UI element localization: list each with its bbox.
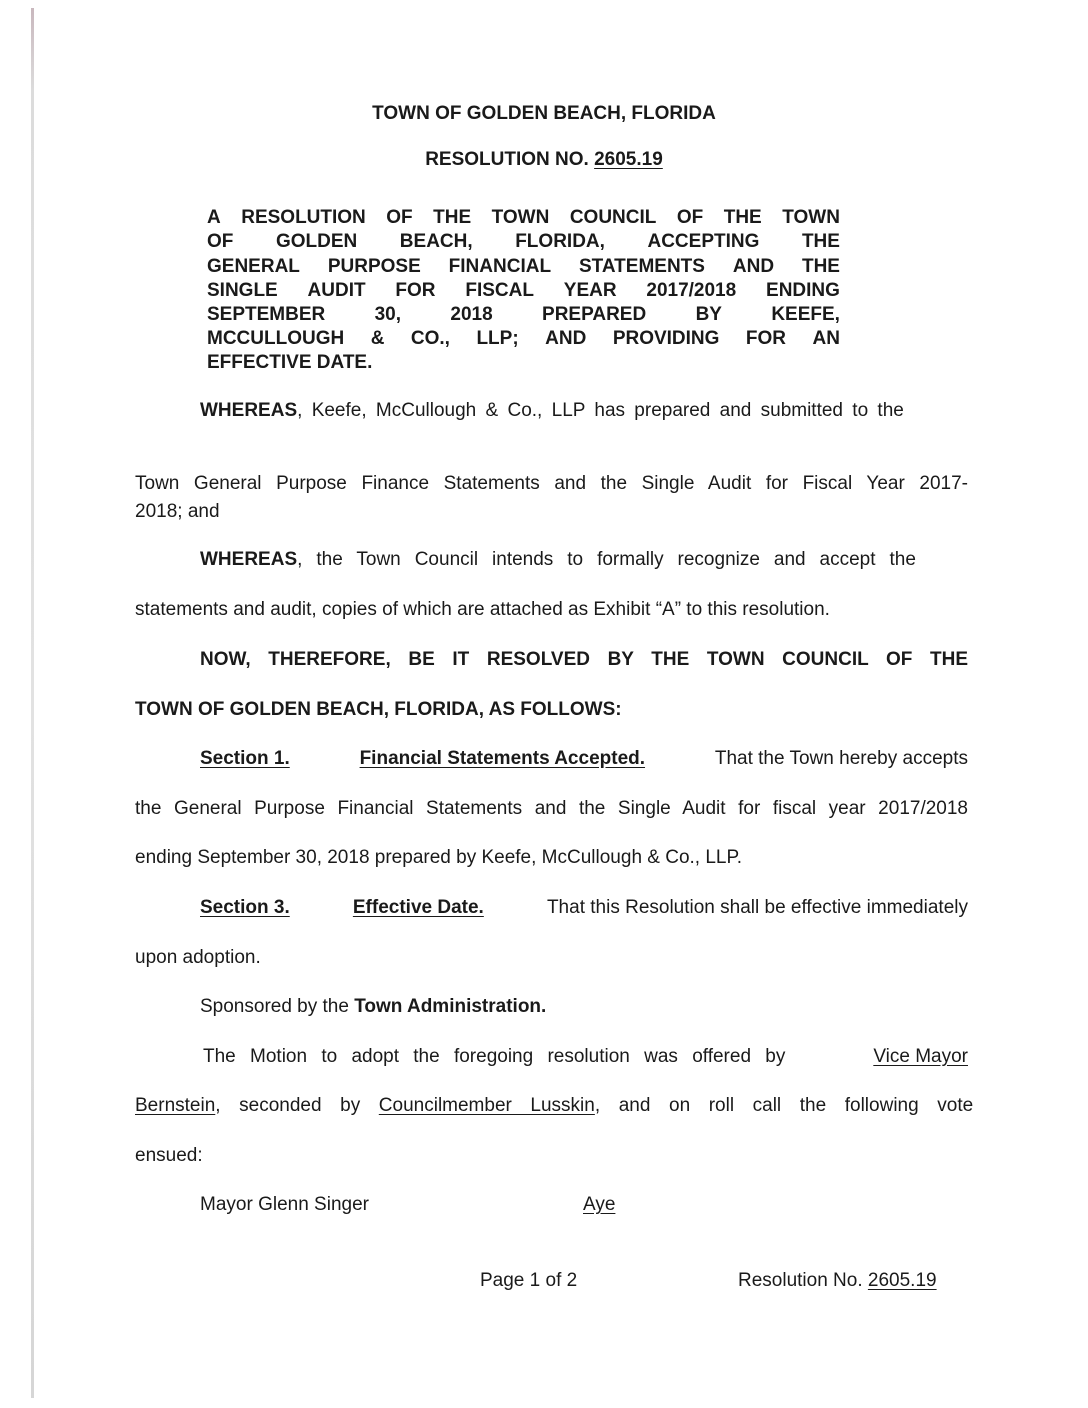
title-word: LLP;	[476, 328, 519, 349]
title-word: A	[207, 207, 221, 228]
section1-number: Section 1.	[200, 748, 290, 769]
motion-seconded-prefix: , seconded by	[215, 1095, 379, 1116]
title-word: &	[370, 328, 385, 349]
motion-seconded-by: Councilmember Lusskin	[378, 1095, 595, 1116]
sponsor-name: Town Administration.	[354, 996, 547, 1017]
resolution-number: 2605.19	[594, 149, 663, 170]
title-word: 2017/2018	[646, 280, 737, 301]
sponsor-prefix: Sponsored by the	[200, 996, 355, 1017]
section3-number: Section 3.	[200, 897, 290, 918]
section3-heading: Effective Date.	[352, 897, 484, 918]
resolution-title-line	[207, 230, 840, 254]
whereas1-line1	[200, 399, 968, 423]
title-word: SEPTEMBER	[207, 304, 326, 325]
sponsor-line	[200, 995, 546, 1019]
title-word: THE	[433, 207, 472, 228]
title-word: 2018	[450, 304, 493, 325]
whereas2-line1	[200, 548, 968, 572]
whereas2-keyword: WHEREAS	[200, 549, 298, 570]
section3-text-1: That this Resolution shall be effective immediately	[546, 897, 968, 918]
title-word: THE	[801, 231, 840, 252]
title-word: STATEMENTS	[578, 256, 705, 277]
section1-line1	[200, 747, 968, 771]
title-word: AUDIT	[307, 280, 366, 301]
motion-offered-by-name: Bernstein	[135, 1095, 216, 1116]
resolution-title-line	[207, 255, 840, 279]
title-word: PREPARED	[542, 304, 647, 325]
resolved-line1: NOW, THEREFORE, BE IT RESOLVED BY THE TOWN COUNCIL OF THE	[200, 649, 968, 670]
title-word: PROVIDING	[612, 328, 720, 349]
whereas1-keyword: WHEREAS	[200, 400, 298, 421]
vote-row-name: Mayor Glenn Singer	[200, 1194, 369, 1215]
resolution-heading	[0, 148, 1088, 172]
title-word: THE	[723, 207, 762, 228]
whereas1-line3: 2018; and	[135, 501, 220, 522]
title-word: KEEFE,	[771, 304, 840, 325]
resolution-title-last-line: EFFECTIVE DATE.	[207, 352, 373, 373]
footer-resolution-number: 2605.19	[867, 1270, 937, 1291]
whereas1-line2: Town General Purpose Finance Statements and the Single Audit for Fiscal Year 2017-	[135, 473, 968, 494]
title-word: MCCULLOUGH	[207, 328, 345, 349]
title-word: TOWN	[491, 207, 550, 228]
motion-text-2: , and on roll call the following vote	[594, 1095, 974, 1116]
section1-line2: the General Purpose Financial Statements and the Single Audit for fiscal year 2017/2018	[135, 798, 968, 819]
resolved-line2: TOWN OF GOLDEN BEACH, FLORIDA, AS FOLLOWS:	[135, 699, 622, 720]
resolution-title-line	[207, 279, 840, 303]
title-word: ENDING	[766, 280, 840, 301]
title-word: CO.,	[410, 328, 450, 349]
section1-line3: ending September 30, 2018 prepared by Keefe, McCullough & Co., LLP.	[135, 847, 742, 868]
title-word: FINANCIAL	[448, 256, 552, 277]
footer-page-number: Page 1 of 2	[480, 1270, 578, 1291]
whereas2-text-1: , the Town Council intends to formally recognize and accept the	[297, 549, 916, 570]
title-word: FOR	[745, 328, 787, 349]
resolution-title-line	[207, 206, 840, 230]
section3-line2: upon adoption.	[135, 947, 261, 968]
title-word: GENERAL	[207, 256, 300, 277]
motion-offered-by-title: Vice Mayor	[873, 1046, 968, 1067]
motion-text-1: The Motion to adopt the foregoing resolution was offered by	[203, 1046, 786, 1067]
resolution-title-line	[207, 327, 840, 351]
title-word: TOWN	[782, 207, 840, 228]
title-word: FISCAL	[465, 280, 534, 301]
title-word: ACCEPTING	[647, 231, 760, 252]
motion-line1	[203, 1045, 968, 1069]
title-word: GOLDEN	[275, 231, 358, 252]
whereas1-text-1: , Keefe, McCullough & Co., LLP has prepared and submitted to the	[297, 400, 904, 421]
title-word: AND	[545, 328, 587, 349]
footer-resolution	[738, 1269, 937, 1293]
title-word: COUNCIL	[569, 207, 657, 228]
title-word: PURPOSE	[327, 256, 421, 277]
whereas2-line2: statements and audit, copies of which are attached as Exhibit “A” to this resolution.	[135, 599, 830, 620]
title-word: BY	[695, 304, 722, 325]
title-word: SINGLE	[207, 280, 278, 301]
section1-text-1: That the Town hereby accepts	[714, 748, 968, 769]
town-heading-text: TOWN OF GOLDEN BEACH, FLORIDA	[372, 103, 716, 124]
title-word: 30,	[374, 304, 402, 325]
title-word: OF	[207, 231, 234, 252]
title-word: YEAR	[563, 280, 617, 301]
vote-row-value: Aye	[583, 1194, 616, 1215]
section1-heading: Financial Statements Accepted.	[359, 748, 646, 769]
title-word: OF	[386, 207, 413, 228]
resolution-heading-prefix: RESOLUTION NO.	[425, 149, 595, 170]
title-word: OF	[676, 207, 704, 228]
motion-line2	[135, 1094, 974, 1118]
title-word: AN	[812, 328, 840, 349]
footer-resolution-prefix: Resolution No.	[738, 1270, 868, 1291]
resolution-title-line	[207, 303, 840, 327]
title-word: AND	[732, 256, 775, 277]
title-word: BEACH,	[399, 231, 473, 252]
town-heading	[0, 102, 1088, 126]
title-word: RESOLUTION	[241, 207, 366, 228]
motion-line3: ensued:	[135, 1145, 203, 1166]
title-word: FOR	[395, 280, 436, 301]
title-word: THE	[801, 256, 840, 277]
section3-line1	[200, 896, 968, 920]
title-word: FLORIDA,	[515, 231, 605, 252]
